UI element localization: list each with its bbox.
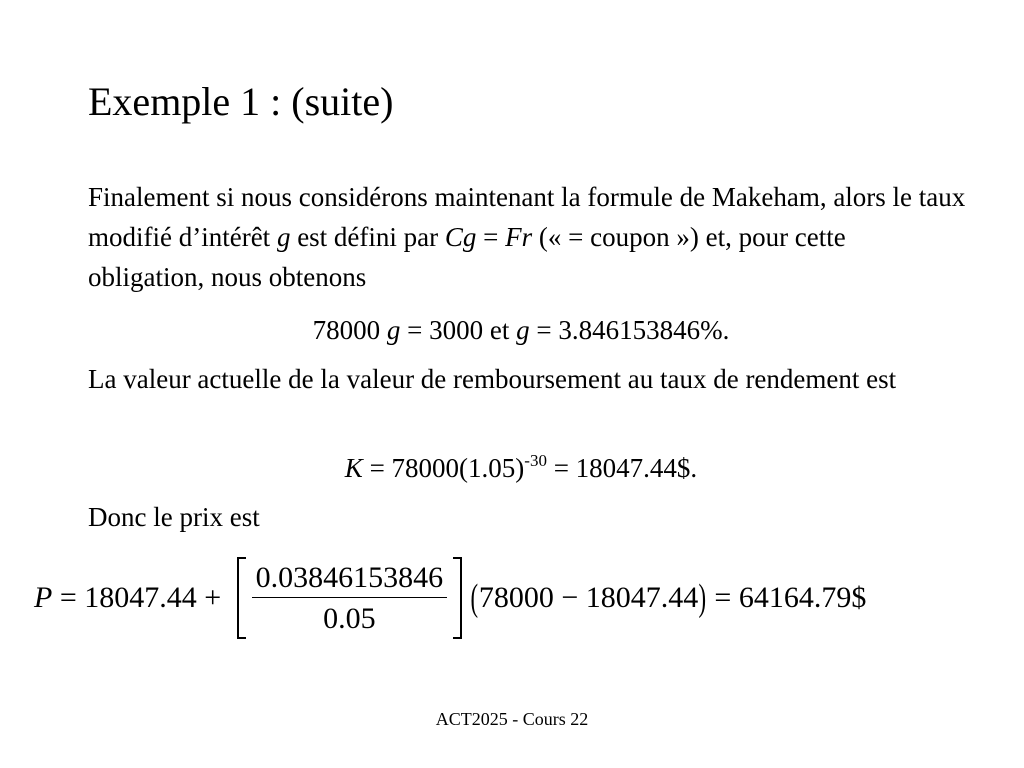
- variable-k: K: [344, 453, 363, 483]
- formula-left-bracket: [237, 557, 246, 639]
- equation-g-text-3: = 3.846153846%.: [529, 315, 730, 345]
- paragraph-makeham-text-1: Finalement si nous considérons maintenant la formule de Makeham, alors le taux modifié d’intérêt: [88, 182, 966, 252]
- equation-g-var-2: g: [516, 315, 530, 345]
- formula-paren-open: (: [470, 577, 479, 619]
- paragraph-price: Donc le prix est: [88, 502, 260, 532]
- formula-eq-plus: = 18047.44 +: [52, 581, 229, 614]
- paragraph-makeham: [88, 177, 968, 297]
- equation-k-exponent: -30: [524, 451, 547, 470]
- formula-inner: 78000 − 18047.44: [478, 581, 699, 614]
- price-formula: [34, 552, 866, 644]
- equation-g-text-2: = 3000 et: [400, 315, 517, 345]
- equation-k-text-2: = 18047.44$.: [546, 453, 698, 483]
- formula-numerator: 0.03846153846: [255, 560, 444, 594]
- equation-k-text-1: = 78000(1.05): [362, 453, 525, 483]
- equation-g-var-1: g: [386, 315, 401, 345]
- variable-fr: Fr: [505, 222, 533, 252]
- equation-g-text-1: 78000: [312, 315, 387, 345]
- paragraph-makeham-text-4: (« = coupon ») et, pour cette obligation, nous obtenons: [88, 222, 846, 292]
- paragraph-makeham-text-2: est défini par: [290, 222, 445, 252]
- paragraph-makeham-text-3: =: [476, 222, 506, 252]
- variable-cg: Cg: [444, 222, 477, 252]
- slide-footer: ACT2025 - Cours 22: [435, 709, 589, 729]
- variable-g: g: [276, 222, 291, 252]
- slide-title: Exemple 1 : (suite): [88, 79, 394, 124]
- formula-denominator: 0.05: [323, 601, 376, 635]
- formula-fraction: [252, 561, 448, 636]
- paragraph-present-value: La valeur actuelle de la valeur de remboursement au taux de rendement est: [88, 364, 897, 394]
- formula-result: = 64164.79$: [706, 581, 867, 614]
- formula-right-bracket: [453, 557, 462, 639]
- formula-paren-close: ): [698, 577, 707, 619]
- formula-lhs: P: [34, 581, 53, 614]
- equation-g: [0, 310, 1024, 350]
- equation-k: [0, 448, 1024, 488]
